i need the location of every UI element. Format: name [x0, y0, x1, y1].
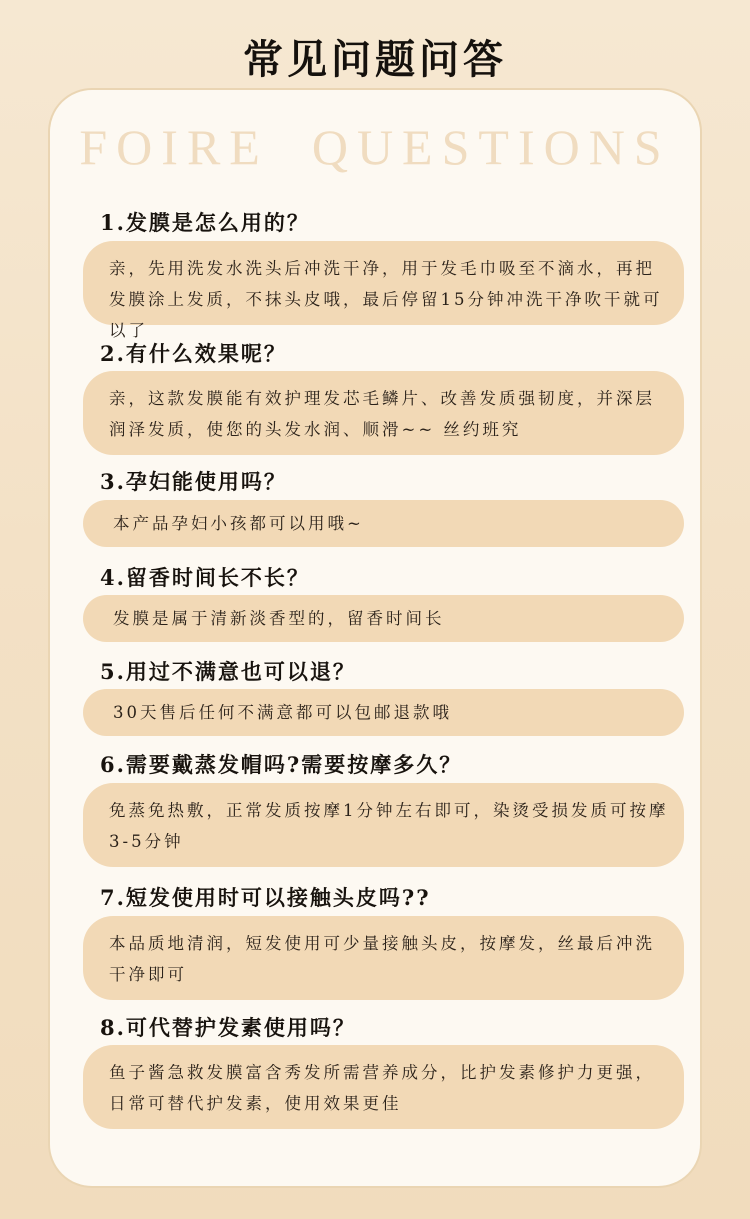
watermark-text: FOIRE QUESTIONS: [79, 119, 671, 175]
faq-question-6: 6.需要戴蒸发帽吗?需要按摩多久？: [100, 752, 463, 777]
page-title: 常见问题问答: [243, 36, 507, 83]
faq-answer-1: 亲，先用洗发水洗头后冲洗干净，用于发毛巾吸至不滴水，再把发膜涂上发质，不抹头皮哦，最后停留15分钟冲洗干净吹干就可以了: [83, 241, 684, 325]
faq-question-2: 2.有什么效果呢？: [100, 341, 287, 366]
faq-answer-6: 免蒸免热敷，正常发质按摩1分钟左右即可，染烫受损发质可按摩3-5分钟: [83, 783, 684, 867]
faq-answer-3: 本产品孕妇小孩都可以用哦~: [83, 500, 684, 547]
faq-answer-5: 30天售后任何不满意都可以包邮退款哦: [83, 689, 684, 736]
faq-question-3: 3.孕妇能使用吗？: [100, 469, 287, 494]
faq-question-4: 4.留香时间长不长？: [100, 565, 310, 590]
faq-answer-4: 发膜是属于清新淡香型的，留香时间长: [83, 595, 684, 642]
faq-answer-7: 本品质地清润，短发使用可少量接触头皮，按摩发，丝最后冲洗干净即可: [83, 916, 684, 1000]
faq-question-8: 8.可代替护发素使用吗？: [100, 1015, 356, 1040]
faq-question-7: 7.短发使用时可以接触头皮吗??: [100, 885, 431, 910]
faq-answer-2: 亲，这款发膜能有效护理发芯毛鳞片、改善发质强韧度，并深层润泽发质，使您的头发水润、顺滑~~ 丝约班究: [83, 371, 684, 455]
faq-question-1: 1.发膜是怎么用的？: [100, 210, 310, 235]
faq-question-5: 5.用过不满意也可以退？: [100, 659, 356, 684]
faq-answer-8: 鱼子酱急救发膜富含秀发所需营养成分，比护发素修护力更强，日常可替代护发素，使用效果更佳: [83, 1045, 684, 1129]
